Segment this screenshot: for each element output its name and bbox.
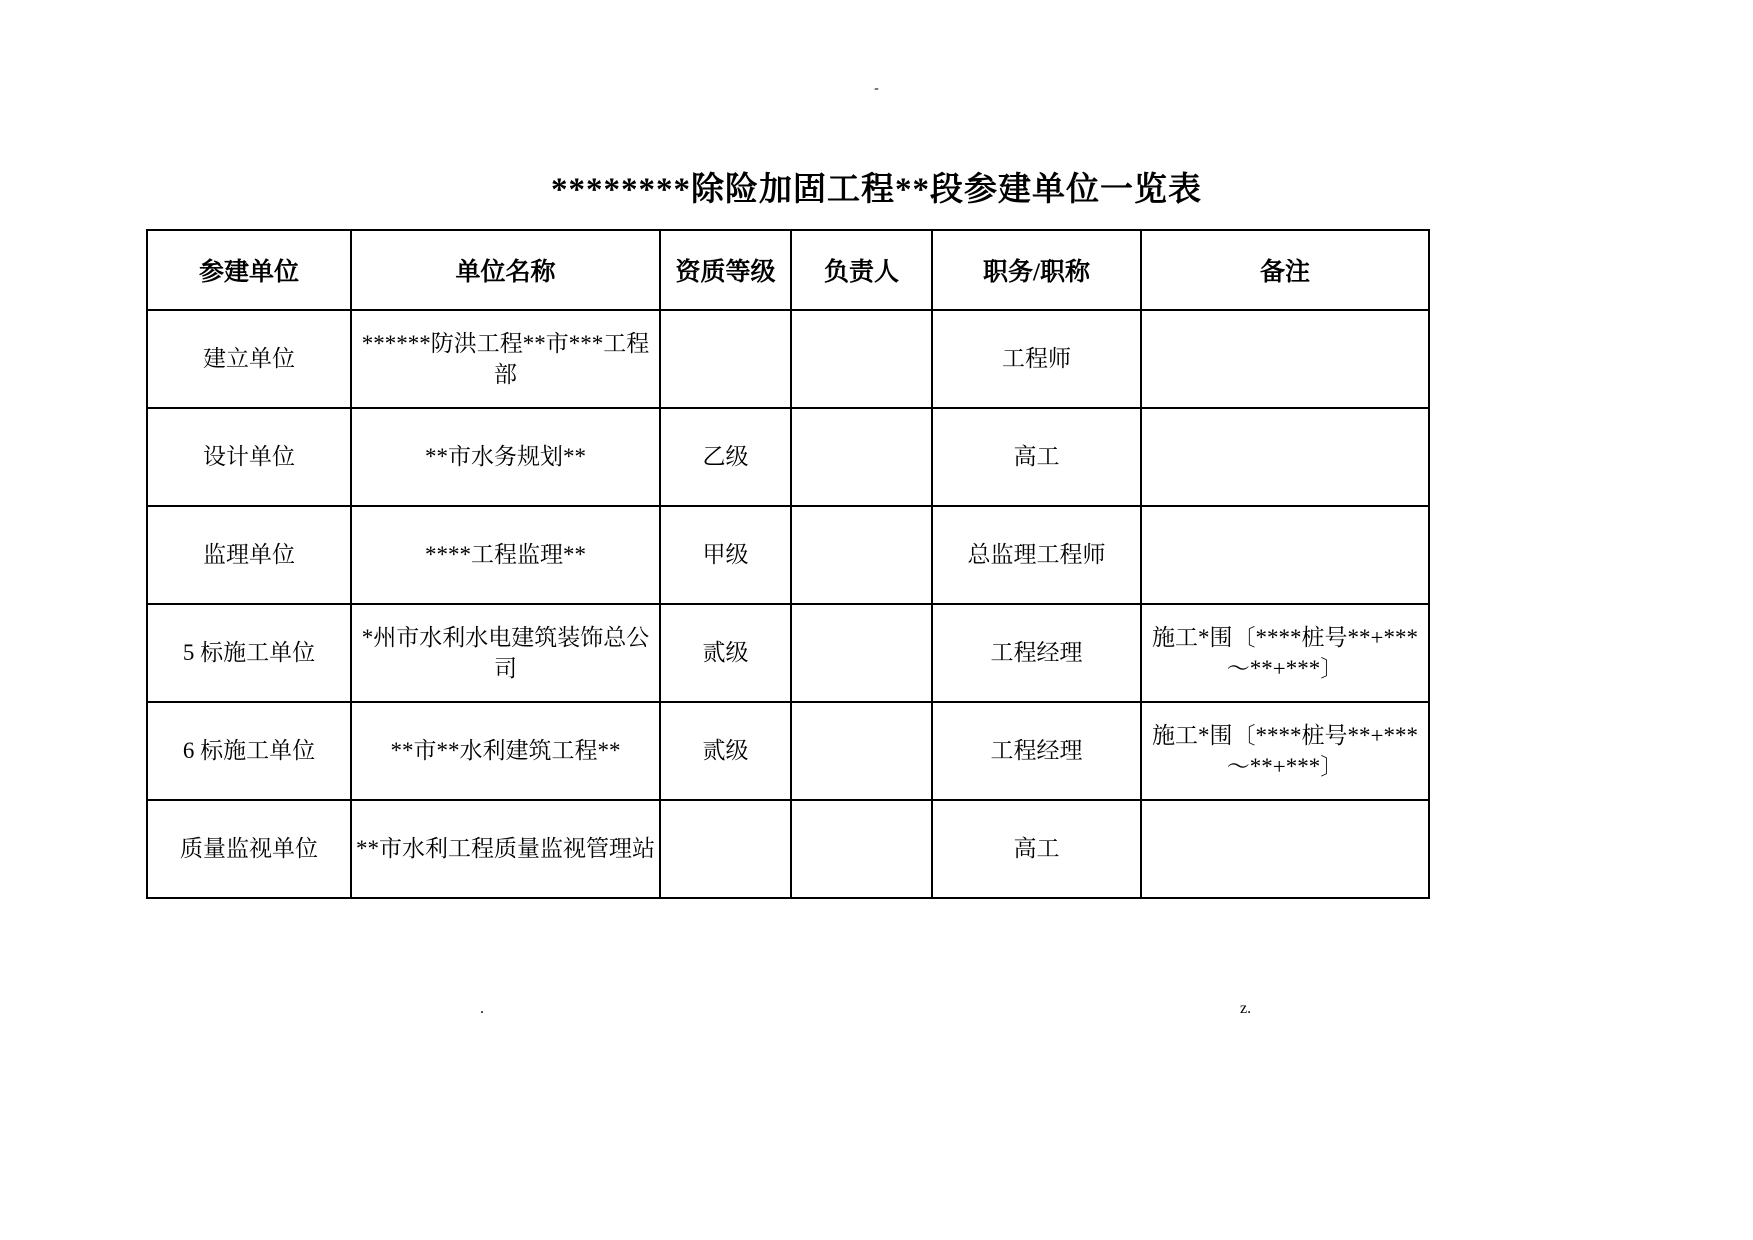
cell-unit-type: 5 标施工单位 <box>147 604 351 702</box>
cell-position: 工程师 <box>932 310 1141 408</box>
cell-unit-type: 设计单位 <box>147 408 351 506</box>
top-page-mark: - <box>874 81 879 96</box>
cell-remark <box>1141 800 1429 898</box>
cell-unit-type: 建立单位 <box>147 310 351 408</box>
column-header-position: 职务/职称 <box>932 230 1141 310</box>
cell-unit-type: 监理单位 <box>147 506 351 604</box>
column-header-unit-name: 单位名称 <box>351 230 660 310</box>
cell-person <box>791 800 932 898</box>
cell-grade: 贰级 <box>660 702 791 800</box>
cell-person <box>791 408 932 506</box>
table-row <box>147 800 1429 898</box>
footer-right-mark: z. <box>1240 1000 1252 1017</box>
cell-person <box>791 310 932 408</box>
cell-grade: 乙级 <box>660 408 791 506</box>
cell-unit-name: **市水利工程质量监视管理站 <box>351 800 660 898</box>
cell-remark <box>1141 506 1429 604</box>
column-header-person: 负责人 <box>791 230 932 310</box>
table-row <box>147 408 1429 506</box>
table-header-row <box>147 230 1429 310</box>
cell-position: 高工 <box>932 800 1141 898</box>
cell-unit-type: 质量监视单位 <box>147 800 351 898</box>
cell-remark: 施工*围〔****桩号**+***～**+***〕 <box>1141 702 1429 800</box>
cell-person <box>791 604 932 702</box>
cell-unit-type: 6 标施工单位 <box>147 702 351 800</box>
cell-person <box>791 506 932 604</box>
cell-remark: 施工*围〔****桩号**+***～**+***〕 <box>1141 604 1429 702</box>
cell-grade: 贰级 <box>660 604 791 702</box>
table-row <box>147 702 1429 800</box>
participating-units-table <box>146 229 1430 899</box>
cell-unit-name: **市**水利建筑工程** <box>351 702 660 800</box>
column-header-unit-type: 参建单位 <box>147 230 351 310</box>
page-title: ********除险加固工程**段参建单位一览表 <box>551 172 1202 208</box>
table-row <box>147 310 1429 408</box>
footer-left-mark: . <box>480 1000 484 1017</box>
cell-remark <box>1141 408 1429 506</box>
cell-unit-name: *州市水利水电建筑装饰总公司 <box>351 604 660 702</box>
cell-remark <box>1141 310 1429 408</box>
cell-grade: 甲级 <box>660 506 791 604</box>
table-row <box>147 604 1429 702</box>
column-header-grade: 资质等级 <box>660 230 791 310</box>
column-header-remark: 备注 <box>1141 230 1429 310</box>
cell-person <box>791 702 932 800</box>
cell-grade <box>660 800 791 898</box>
cell-unit-name: ****工程监理** <box>351 506 660 604</box>
cell-grade <box>660 310 791 408</box>
table-row <box>147 506 1429 604</box>
cell-unit-name: **市水务规划** <box>351 408 660 506</box>
cell-position: 总监理工程师 <box>932 506 1141 604</box>
cell-position: 高工 <box>932 408 1141 506</box>
cell-position: 工程经理 <box>932 604 1141 702</box>
cell-position: 工程经理 <box>932 702 1141 800</box>
cell-unit-name: ******防洪工程**市***工程部 <box>351 310 660 408</box>
